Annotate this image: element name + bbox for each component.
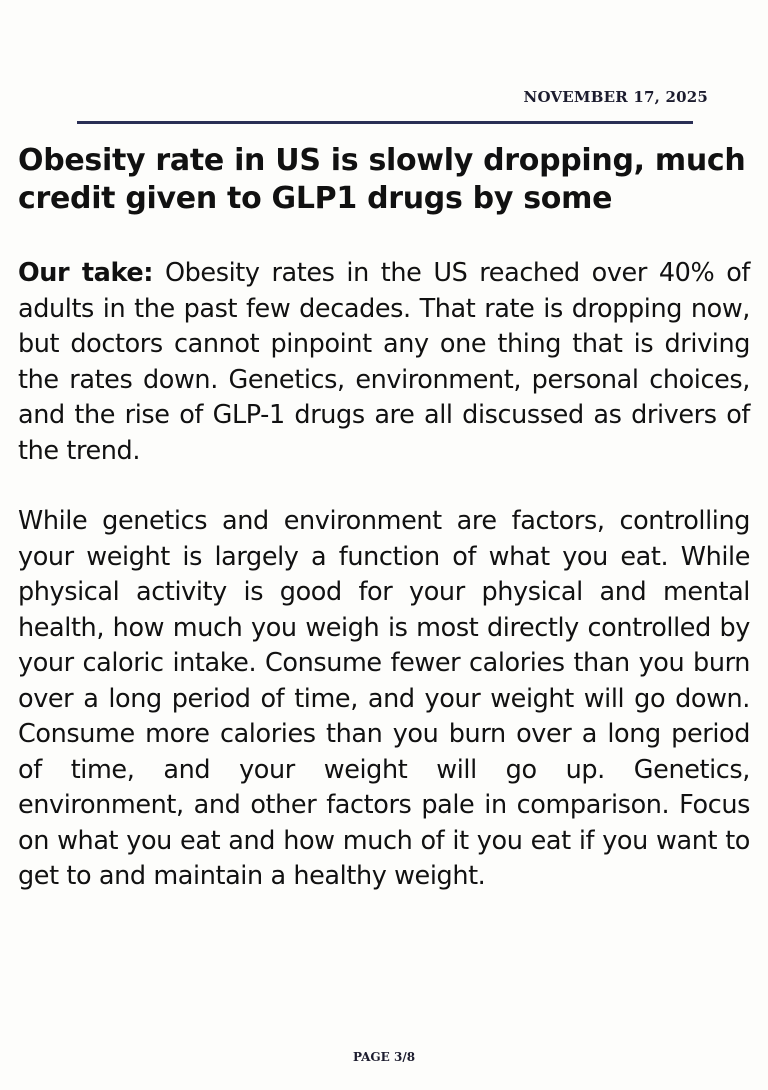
header-divider <box>77 121 693 124</box>
page-number: PAGE 3/8 <box>352 1050 416 1064</box>
our-take-label: Our take: <box>18 258 154 288</box>
article-paragraph-1 <box>18 256 750 469</box>
article-paragraph-2: While genetics and environment are factors, controlling your weight is largely a function of what you eat. While physical activity is good for your physical and mental health, how much you weigh is most directly controlled by your caloric intake. Consume fewer calories than you burn over a long period of time, and your weight will go down. Consume more calories than you burn over a long period of time, and your weight will go up. Genetics, environment, and other factors pale in comparison. Focus on what you eat and how much of it you eat if you want to get to and maintain a healthy weight. <box>18 506 750 891</box>
publication-date: NOVEMBER 17, 2025 <box>523 88 708 106</box>
paragraph-1-text: Obesity rates in the US reached over 40% of adults in the past few decades. That rate is dropping now, but doctors cannot pinpoint any one thing that is driving the rates down. Genetics, environment, personal choices, and the rise of GLP-1 drugs are all discussed as drivers of the trend. <box>18 258 750 466</box>
article-headline: Obesity rate in US is slowly dropping, much credit given to GLP1 drugs by some <box>18 143 746 216</box>
